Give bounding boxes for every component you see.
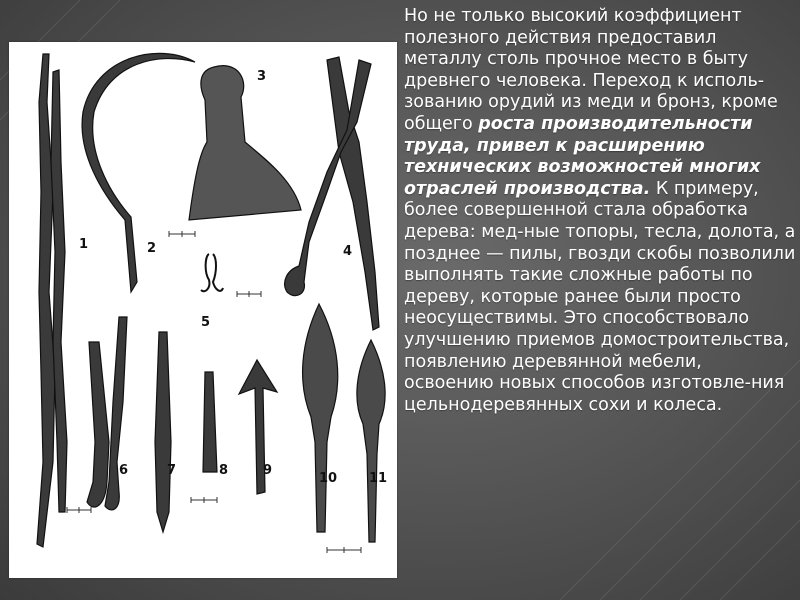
paragraph-part-1: Но не только высокий коэффициент полезного действия предоставил металлу столь прочное место в быту древнего человека. Переход к исполь-зованию орудий из меди и бронз, кроме общего <box>404 6 778 134</box>
paragraph-part-2: К примеру, более совершенной стала обработка дерева: мед-ные топоры, тесла, долота, а позднее — пилы, гвозди скобы позволили выполнять такие сложные работы по дереву, которые ранее были просто неосуществимы. Это способствовало улучшению приемов домостроительства, появлению деревянной мебели, освоению новых способов изготовле-ния цельнодеревянных сохи и колеса. <box>404 178 796 415</box>
label-9: 9 <box>263 463 273 478</box>
tool-8-awl <box>203 372 217 472</box>
emphasis-text: роста производительности труда, привел к расширению технических возможностей многих отраслей производства. <box>404 113 761 199</box>
label-2: 2 <box>147 241 157 256</box>
label-5: 5 <box>201 315 211 330</box>
tool-2-sickle <box>82 53 195 292</box>
tools-drawing <box>9 42 397 578</box>
tool-6-scissors <box>87 342 109 507</box>
tool-11-spearhead <box>357 340 388 542</box>
tool-3-axe <box>189 66 301 220</box>
label-6: 6 <box>119 463 129 478</box>
label-10: 10 <box>319 471 338 486</box>
tool-10-spearhead <box>303 304 338 532</box>
label-8: 8 <box>219 463 229 478</box>
tool-7-chisel <box>155 332 171 532</box>
label-7: 7 <box>167 463 177 478</box>
label-3: 3 <box>257 69 267 84</box>
tool-5-clamp <box>201 254 223 291</box>
label-11: 11 <box>369 471 388 486</box>
slide-text <box>404 6 796 416</box>
label-1: 1 <box>79 237 89 252</box>
tools-illustration <box>9 42 397 578</box>
label-4: 4 <box>343 244 353 259</box>
